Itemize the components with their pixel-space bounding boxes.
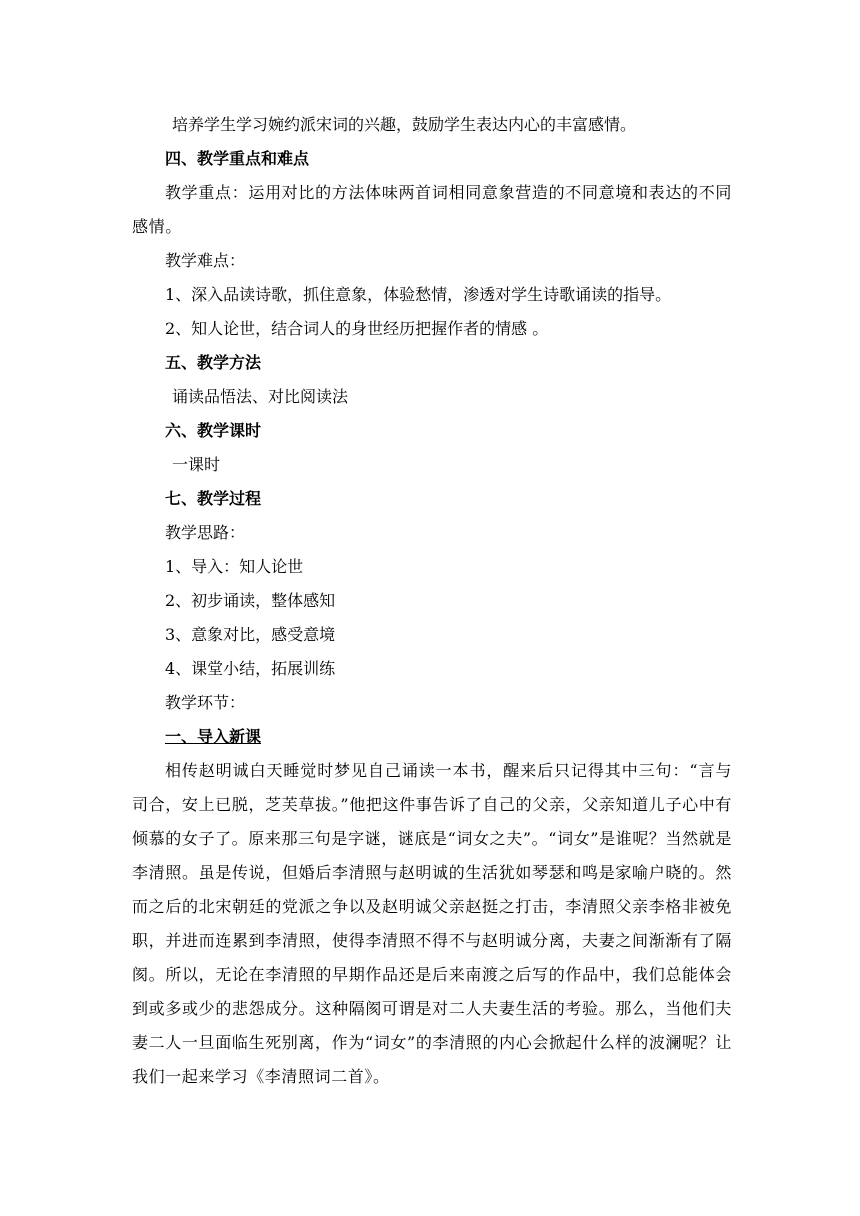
section-heading-7: 七、教学过程: [165, 489, 262, 508]
teaching-hours-paragraph: 一课时: [172, 455, 221, 474]
teaching-goal-paragraph: 培养学生学习婉约派宋词的兴趣，鼓励学生表达内心的丰富感情。: [172, 115, 637, 134]
teaching-step-1: 1、导入：知人论世: [165, 557, 304, 576]
teaching-step-4: 4、课堂小结，拓展训练: [165, 659, 336, 678]
key-point-paragraph: 教学重点：运用对比的方法体味两首词相同意象营造的不同意境和表达的不同感情。: [132, 183, 732, 236]
teaching-links-label: 教学环节：: [165, 693, 246, 712]
teaching-method-paragraph: 诵读品悟法、对比阅读法: [172, 387, 349, 406]
document-body: [132, 108, 732, 1094]
section-heading-5: 五、教学方法: [165, 353, 262, 372]
section-heading-6: 六、教学课时: [165, 421, 262, 440]
difficulty-item-1: 1、深入品读诗歌，抓住意象，体验愁情，渗透对学生诗歌诵读的指导。: [165, 285, 672, 304]
difficulty-label: 教学难点：: [165, 251, 246, 270]
intro-story-paragraph: 相传赵明诚白天睡觉时梦见自己诵读一本书，醒来后只记得其中三句：“言与司合，安上已脱，芝芙草拔。”他把这件事告诉了自己的父亲，父亲知道儿子心中有倾慕的女子了。原来那三句是字谜，谜底是“词女之夫”。“词女”是谁呢？当然就是李清照。虽是传说，但婚后李清照与赵明诚的生活犹如琴瑟和鸣是家喻户晓的。然而之后的北宋朝廷的党派之争以及赵明诚父亲赵挺之打击，李清照父亲李格非被免职，并进而连累到李清照，使得李清照不得不与赵明诚分离，夫妻之间渐渐有了隔阂。所以，无论在李清照的早期作品还是后来南渡之后写的作品中，我们总能体会到或多或少的悲怨成分。这种隔阂可谓是对二人夫妻生活的考验。那么，当他们夫妻二人一旦面临生死别离，作为“词女”的李清照的内心会掀起什么样的波澜呢？让我们一起来学习《李清照词二首》。: [132, 761, 732, 1086]
teaching-step-2: 2、初步诵读，整体感知: [165, 591, 336, 610]
teaching-step-3: 3、意象对比，感受意境: [165, 625, 336, 644]
section-heading-4: 四、教学重点和难点: [165, 149, 310, 168]
teaching-idea-label: 教学思路：: [165, 523, 246, 542]
intro-heading: 一、导入新课: [165, 727, 262, 746]
difficulty-item-2: 2、知人论世，结合词人的身世经历把握作者的情感 。: [165, 319, 549, 338]
